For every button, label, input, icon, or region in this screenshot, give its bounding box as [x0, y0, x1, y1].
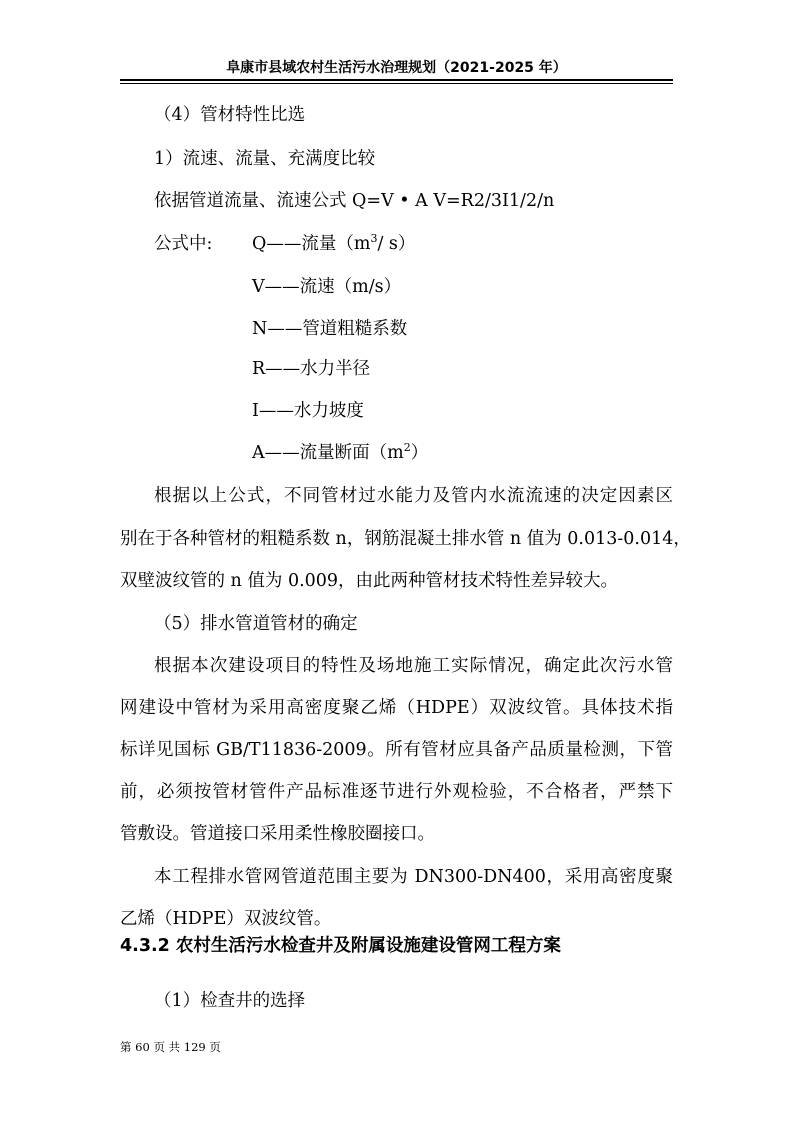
subheading-manhole-selection: （1）检查井的选择	[154, 991, 306, 1011]
paragraph-1-line-2: 别在于各种管材的粗糙系数 n，钢筋混凝土排水管 n 值为 0.013-0.014，	[120, 529, 691, 549]
paragraph-1-line-3: 双壁波纹管的 n 值为 0.009，由此两种管材技术特性差异较大。	[120, 571, 619, 591]
paragraph-2-line-5: 管敷设。管道接口采用柔性橡胶圈接口。	[120, 824, 435, 844]
definition-n: N——管道粗糙系数	[252, 319, 408, 339]
subheading-flow-comparison: 1）流速、流量、充满度比较	[154, 149, 376, 169]
definition-q: Q——流量（$m^3/$ s）	[252, 232, 416, 254]
definition-i: I——水力坡度	[252, 401, 364, 421]
definition-a: A——流量断面$(m^2)$	[252, 441, 429, 463]
paragraph-2-line-2: 网建设中管材为采用高密度聚乙烯（HDPE）双波纹管。具体技术指	[120, 698, 673, 718]
formula-line: 依据管道流量、流速公式 Q=V • A V=R2/3I1/2/n	[154, 191, 555, 211]
subheading-pipe-determination: （5）排水管道管材的确定	[154, 614, 358, 634]
paragraph-2-line-1: 根据本次建设项目的特性及场地施工实际情况，确定此次污水管	[154, 656, 673, 676]
definition-r: R——水力半径	[252, 359, 371, 379]
header-rule	[120, 79, 673, 81]
paragraph-2-line-4: 前，必须按管材管件产品标准逐节进行外观检验，不合格者，严禁下	[120, 782, 673, 802]
header-rule-thin	[120, 83, 673, 84]
section-title: 4.3.2 农村生活污水检查井及附属设施建设管网工程方案	[120, 936, 561, 956]
paragraph-3-line-1: 本工程排水管网管道范围主要为 DN300-DN400，采用高密度聚	[154, 867, 673, 887]
page-header-title: 阜康市县域农村生活污水治理规划（2021-2025 年）	[226, 60, 567, 76]
subheading-pipe-comparison: （4）管材特性比选	[154, 105, 306, 125]
page-number: 第 60 页 共 129 页	[120, 1040, 221, 1054]
paragraph-3-line-2: 乙烯（HDPE）双波纹管。	[120, 909, 332, 929]
paragraph-2-line-3: 标详见国标 GB/T11836-2009。所有管材应具备产品质量检测，下管	[120, 740, 673, 760]
definition-v: V——流速（m/s）	[252, 277, 402, 297]
formula-label: 公式中:	[154, 234, 213, 254]
paragraph-1-line-1: 根据以上公式，不同管材过水能力及管内水流流速的决定因素区	[154, 486, 673, 506]
